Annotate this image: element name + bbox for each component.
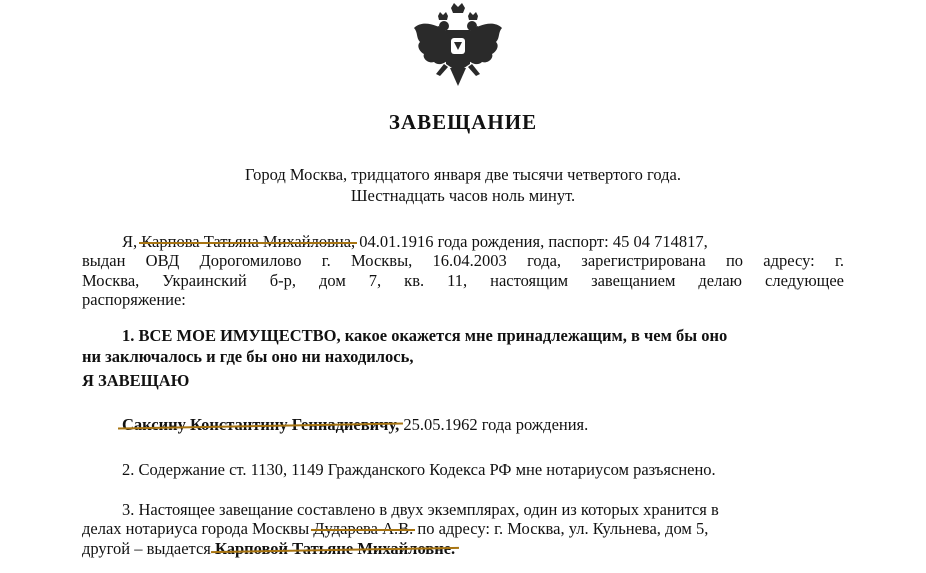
testator-line-3: Москва, Украинский б-р, дом 7, кв. 11, настоящим завещанием делаю следующее: [82, 270, 844, 290]
place-and-date: [0, 164, 926, 206]
property-line-1: 1. ВСЕ МОЕ ИМУЩЕСТВО, какое окажется мне принадлежащим, в чем бы оно: [122, 326, 728, 345]
document-title: ЗАВЕЩАНИЕ: [388, 110, 538, 134]
property-clause: [82, 325, 844, 367]
heir-name: Саксину Константину Геннадиевичу,: [122, 415, 400, 434]
bequeath-heading: Я ЗАВЕЩАЮ: [82, 371, 190, 390]
testator-name: Карпова Татьяна Михайловна,: [141, 232, 356, 251]
clause-3-line-1: 3. Настоящее завещание составлено в двух экземплярах, один из которых хранится в: [122, 500, 719, 519]
testator-paragraph: [82, 232, 844, 310]
clause-2: 2. Содержание ст. 1130, 1149 Гражданского Кодекса РФ мне нотариусом разъяснено.: [122, 460, 716, 479]
recipient-name: Карповой Татьяне Михайловне.: [214, 538, 456, 558]
clause-3-line-3: другой – выдается Карповой Татьяне Михайловне.: [82, 538, 456, 558]
coat-of-arms-icon: [408, 2, 508, 94]
testator-line-1: Я, Карпова Татьяна Михайловна, 04.01.1916 года рождения, паспорт: 45 04 714817,: [122, 232, 708, 251]
clause-3: [82, 500, 844, 558]
property-line-2: ни заключалось и где бы оно ни находилось,: [82, 347, 414, 366]
testator-line-4: распоряжение:: [82, 290, 186, 310]
testator-line-2: выдан ОВД Дорогомилово г. Москвы, 16.04.2003 года, зарегистрирована по адресу: г.: [82, 251, 844, 271]
notary-name: Дударева А.В.: [313, 519, 414, 539]
date-line: Город Москва, тридцатого января две тысячи четвертого года.: [245, 165, 681, 184]
time-line: Шестнадцать часов ноль минут.: [350, 186, 576, 205]
heir-line: Саксину Константину Геннадиевичу, 25.05.1962 года рождения.: [122, 415, 589, 434]
clause-3-line-2: делах нотариуса города Москвы Дударева А.В. по адресу: г. Москва, ул. Кульнева, дом 5,: [82, 519, 709, 539]
